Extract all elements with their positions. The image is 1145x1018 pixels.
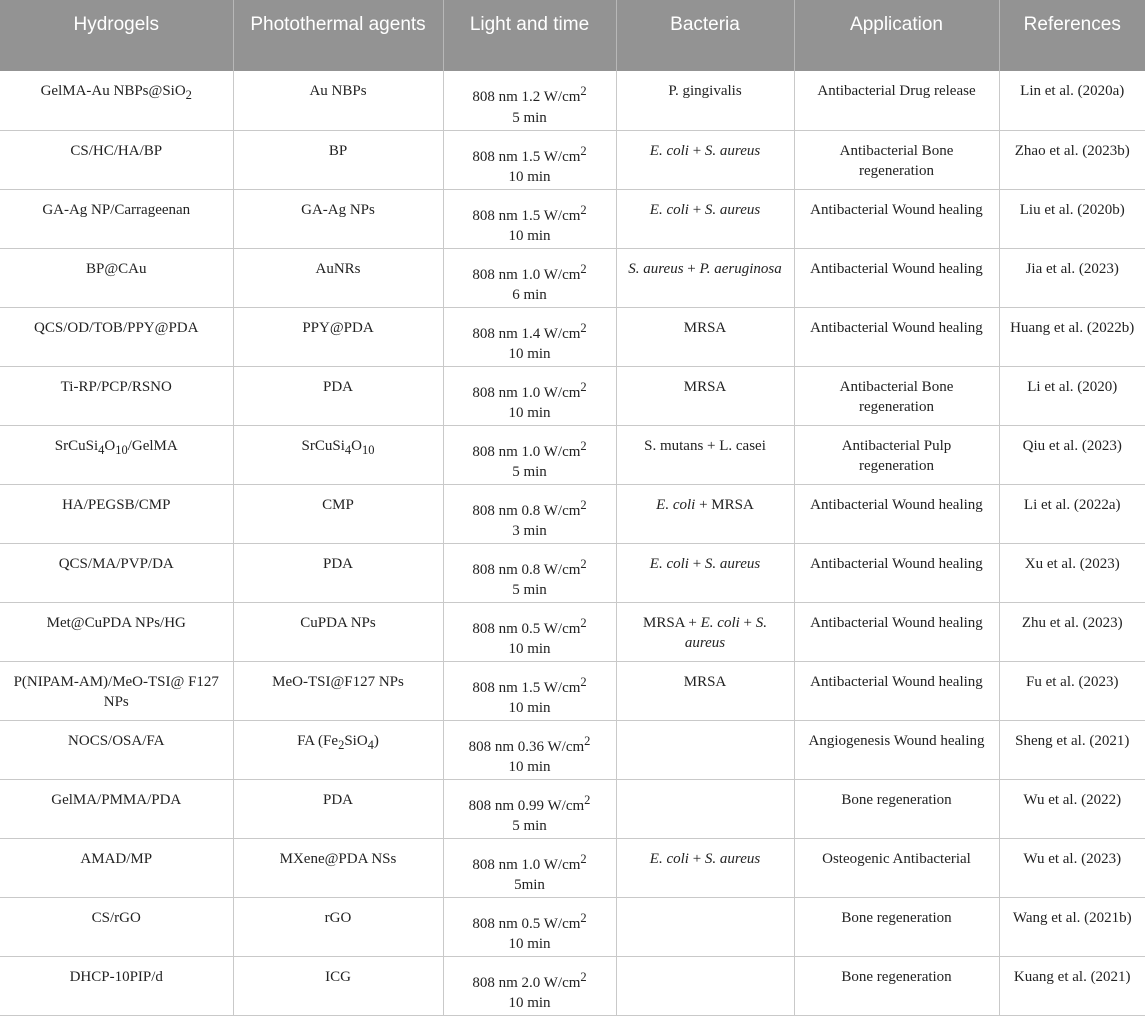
cell-application: Osteogenic Antibacterial [794, 838, 999, 897]
cell-photothermal-agent: MeO-TSI@F127 NPs [233, 661, 443, 720]
cell-bacteria [616, 366, 794, 425]
header-hydrogels: Hydrogels [0, 0, 233, 71]
cell-bacteria [616, 307, 794, 366]
cell-application: Antibacterial Drug release [794, 71, 999, 130]
table-row [0, 602, 1145, 661]
bacteria-species: S. aureus [704, 850, 761, 867]
cell-hydrogel: BP@CAu [0, 248, 233, 307]
bacteria-text: + [688, 555, 705, 572]
unit-exponent: 2 [580, 674, 587, 689]
subscript: 4 [98, 442, 105, 457]
cell-reference: Zhu et al. (2023) [999, 602, 1145, 661]
cell-photothermal-agent: rGO [233, 897, 443, 956]
table-row [0, 425, 1145, 484]
cell-light-and-time: 808 nm 0.8 $W/cm^2$ 5 min [443, 543, 616, 602]
cell-application: Antibacterial Wound healing [794, 189, 999, 248]
cell-light-and-time: 808 nm 1.5 $W/cm^2$ 10 min [443, 661, 616, 720]
cell-hydrogel: GelMA/PMMA/PDA [0, 779, 233, 838]
cell-photothermal-agent: CMP [233, 484, 443, 543]
table-row [0, 720, 1145, 779]
cell-application: Antibacterial Wound healing [794, 543, 999, 602]
cell-photothermal-agent: FA $(Fe_2SiO_4)$ [233, 720, 443, 779]
cell-application: Antibacterial Bone regeneration [794, 130, 999, 189]
cell-hydrogel: CS/HC/HA/BP [0, 130, 233, 189]
header-references: References [999, 0, 1145, 71]
bacteria-species: E. coli [649, 201, 689, 218]
unit-exponent: 2 [580, 379, 587, 394]
bacteria-species: P. aeruginosa [699, 260, 782, 277]
cell-reference: Liu et al. (2020b) [999, 189, 1145, 248]
bacteria-text: MRSA [683, 673, 727, 690]
header-bacteria: Bacteria [616, 0, 794, 71]
unit-exponent: 2 [580, 84, 587, 98]
bacteria-text: + [683, 260, 700, 277]
cell-application: Antibacterial Wound healing [794, 307, 999, 366]
cell-reference: Xu et al. (2023) [999, 543, 1145, 602]
cell-hydrogel: GelMA-Au NBPs@SiO$_2$ [0, 71, 233, 130]
header-application: Application [794, 0, 999, 71]
cell-reference: Jia et al. (2023) [999, 248, 1145, 307]
unit-exponent: 2 [580, 851, 587, 866]
cell-bacteria [616, 897, 794, 956]
cell-hydrogel: GA-Ag NP/Carrageenan [0, 189, 233, 248]
subscript: 2 [185, 88, 192, 102]
unit-exponent: 2 [580, 320, 587, 335]
unit-exponent: 2 [580, 497, 587, 512]
bacteria-species: S. aureus [704, 142, 761, 159]
cell-bacteria [616, 602, 794, 661]
cell-light-and-time: 808 nm 2.0 $W/cm^2$ 10 min [443, 956, 616, 1015]
table-row [0, 189, 1145, 248]
cell-light-and-time: 808 nm 0.5 $W/cm^2$ 10 min [443, 897, 616, 956]
cell-reference: Li et al. (2022a) [999, 484, 1145, 543]
cell-hydrogel: QCS/MA/PVP/DA [0, 543, 233, 602]
cell-light-and-time: 808 nm 0.5 $W/cm^2$ 10 min [443, 602, 616, 661]
cell-application: Antibacterial Wound healing [794, 484, 999, 543]
bacteria-text: + [739, 614, 756, 631]
bacteria-text: + MRSA [695, 496, 754, 513]
bacteria-text: S. mutans + L. casei [644, 437, 766, 454]
cell-bacteria [616, 838, 794, 897]
subscript: 10 [115, 442, 128, 457]
cell-bacteria [616, 71, 794, 130]
cell-reference: Huang et al. (2022b) [999, 307, 1145, 366]
cell-light-and-time: 808 nm 1.0 $W/cm^2$ 5min [443, 838, 616, 897]
table-row [0, 838, 1145, 897]
cell-bacteria [616, 720, 794, 779]
cell-photothermal-agent: PPY@PDA [233, 307, 443, 366]
cell-photothermal-agent: MXene@PDA NSs [233, 838, 443, 897]
unit-exponent: 2 [580, 969, 587, 984]
unit-exponent: 2 [580, 615, 587, 630]
table-row [0, 130, 1145, 189]
cell-bacteria [616, 484, 794, 543]
cell-hydrogel: Ti-RP/PCP/RSNO [0, 366, 233, 425]
header-photothermal-agents: Photothermal agents [233, 0, 443, 71]
table-row [0, 366, 1145, 425]
cell-light-and-time: 808 nm 1.0 $W/cm^2$ 6 min [443, 248, 616, 307]
cell-photothermal-agent: PDA [233, 543, 443, 602]
cell-reference: Sheng et al. (2021) [999, 720, 1145, 779]
bacteria-species: E. coli [700, 614, 740, 631]
table-row [0, 543, 1145, 602]
table-row [0, 956, 1145, 1015]
unit-exponent: 2 [580, 202, 587, 217]
table-body [0, 71, 1145, 1015]
cell-photothermal-agent: $SrCuSi_4O_{10}$ [233, 425, 443, 484]
bacteria-text: MRSA + [642, 614, 701, 631]
cell-application: Antibacterial Bone regeneration [794, 366, 999, 425]
cell-bacteria [616, 425, 794, 484]
cell-bacteria [616, 189, 794, 248]
bacteria-species: E. coli [656, 496, 696, 513]
table-row [0, 779, 1145, 838]
bacteria-species: S. aureus [628, 260, 684, 277]
cell-light-and-time: 808 nm 1.4 $W/cm^2$ 10 min [443, 307, 616, 366]
table-header [0, 0, 1145, 71]
cell-light-and-time: 808 nm 1.5 $W/cm^2$ 10 min [443, 189, 616, 248]
cell-reference: Wu et al. (2022) [999, 779, 1145, 838]
cell-photothermal-agent: AuNRs [233, 248, 443, 307]
cell-photothermal-agent: BP [233, 130, 443, 189]
table-row [0, 71, 1145, 130]
cell-hydrogel: DHCP-10PIP/d [0, 956, 233, 1015]
cell-hydrogel: $SrCuSi_4O_{10}$/GelMA [0, 425, 233, 484]
subscript: 4 [367, 737, 374, 752]
bacteria-species: E. coli [649, 142, 689, 159]
table-row [0, 484, 1145, 543]
cell-reference: Li et al. (2020) [999, 366, 1145, 425]
bacteria-species: S. aureus [704, 201, 761, 218]
cell-bacteria [616, 661, 794, 720]
unit-exponent: 2 [580, 438, 587, 453]
cell-application: Angiogenesis Wound healing [794, 720, 999, 779]
subscript: 10 [361, 442, 375, 457]
cell-reference: Zhao et al. (2023b) [999, 130, 1145, 189]
cell-application: Antibacterial Wound healing [794, 248, 999, 307]
cell-hydrogel: Met@CuPDA NPs/HG [0, 602, 233, 661]
cell-light-and-time: 808 nm 0.8 $W/cm^2$ 3 min [443, 484, 616, 543]
cell-reference: Wu et al. (2023) [999, 838, 1145, 897]
unit-exponent: 2 [584, 733, 591, 748]
cell-bacteria [616, 779, 794, 838]
cell-light-and-time: 808 nm 1.5 $W/cm^2$ 10 min [443, 130, 616, 189]
cell-photothermal-agent: CuPDA NPs [233, 602, 443, 661]
subscript: 2 [338, 737, 345, 752]
cell-application: Bone regeneration [794, 779, 999, 838]
cell-photothermal-agent: Au NBPs [233, 71, 443, 130]
bacteria-text: + [688, 142, 705, 159]
cell-hydrogel: QCS/OD/TOB/PPY@PDA [0, 307, 233, 366]
unit-exponent: 2 [584, 792, 591, 807]
cell-application: Antibacterial Wound healing [794, 602, 999, 661]
cell-application: Antibacterial Pulp regeneration [794, 425, 999, 484]
bacteria-species: S. aureus [704, 555, 761, 572]
cell-light-and-time: 808 nm 0.99 $W/cm^2$ 5 min [443, 779, 616, 838]
cell-reference: Qiu et al. (2023) [999, 425, 1145, 484]
cell-hydrogel: HA/PEGSB/CMP [0, 484, 233, 543]
cell-light-and-time: 808 nm 1.0 $W/cm^2$ 5 min [443, 425, 616, 484]
subscript: 4 [344, 442, 352, 457]
cell-reference: Fu et al. (2023) [999, 661, 1145, 720]
table-row [0, 307, 1145, 366]
cell-photothermal-agent: PDA [233, 779, 443, 838]
bacteria-species: E. coli [649, 555, 689, 572]
cell-bacteria [616, 130, 794, 189]
cell-photothermal-agent: PDA [233, 366, 443, 425]
cell-hydrogel: AMAD/MP [0, 838, 233, 897]
cell-application: Bone regeneration [794, 897, 999, 956]
unit-exponent: 2 [580, 143, 587, 158]
header-row [0, 0, 1145, 71]
cell-reference: Kuang et al. (2021) [999, 956, 1145, 1015]
cell-reference: Lin et al. (2020a) [999, 71, 1145, 130]
cell-application: Antibacterial Wound healing [794, 661, 999, 720]
cell-reference: Wang et al. (2021b) [999, 897, 1145, 956]
cell-application: Bone regeneration [794, 956, 999, 1015]
bacteria-species: S. aureus [684, 614, 768, 651]
cell-photothermal-agent: GA-Ag NPs [233, 189, 443, 248]
cell-bacteria [616, 248, 794, 307]
bacteria-text: P. gingivalis [668, 83, 742, 99]
cell-hydrogel: CS/rGO [0, 897, 233, 956]
bacteria-text: + [688, 201, 705, 218]
table-row [0, 897, 1145, 956]
unit-exponent: 2 [580, 556, 587, 571]
table-row [0, 661, 1145, 720]
header-light-and-time: Light and time [443, 0, 616, 71]
table-row [0, 248, 1145, 307]
bacteria-text: MRSA [683, 319, 727, 336]
cell-hydrogel: P(NIPAM-AM)/MeO-TSI@ F127 NPs [0, 661, 233, 720]
cell-light-and-time: 808 nm 1.2 $W/cm^2$ 5 min [443, 71, 616, 130]
cell-bacteria [616, 956, 794, 1015]
bacteria-text: MRSA [683, 378, 727, 395]
unit-exponent: 2 [580, 910, 587, 925]
bacteria-text: + [688, 850, 705, 867]
cell-hydrogel: NOCS/OSA/FA [0, 720, 233, 779]
bacteria-species: E. coli [649, 850, 689, 867]
cell-photothermal-agent: ICG [233, 956, 443, 1015]
unit-exponent: 2 [580, 261, 587, 276]
cell-light-and-time: 808 nm 0.36 $W/cm^2$ 10 min [443, 720, 616, 779]
cell-light-and-time: 808 nm 1.0 $W/cm^2$ 10 min [443, 366, 616, 425]
cell-bacteria [616, 543, 794, 602]
